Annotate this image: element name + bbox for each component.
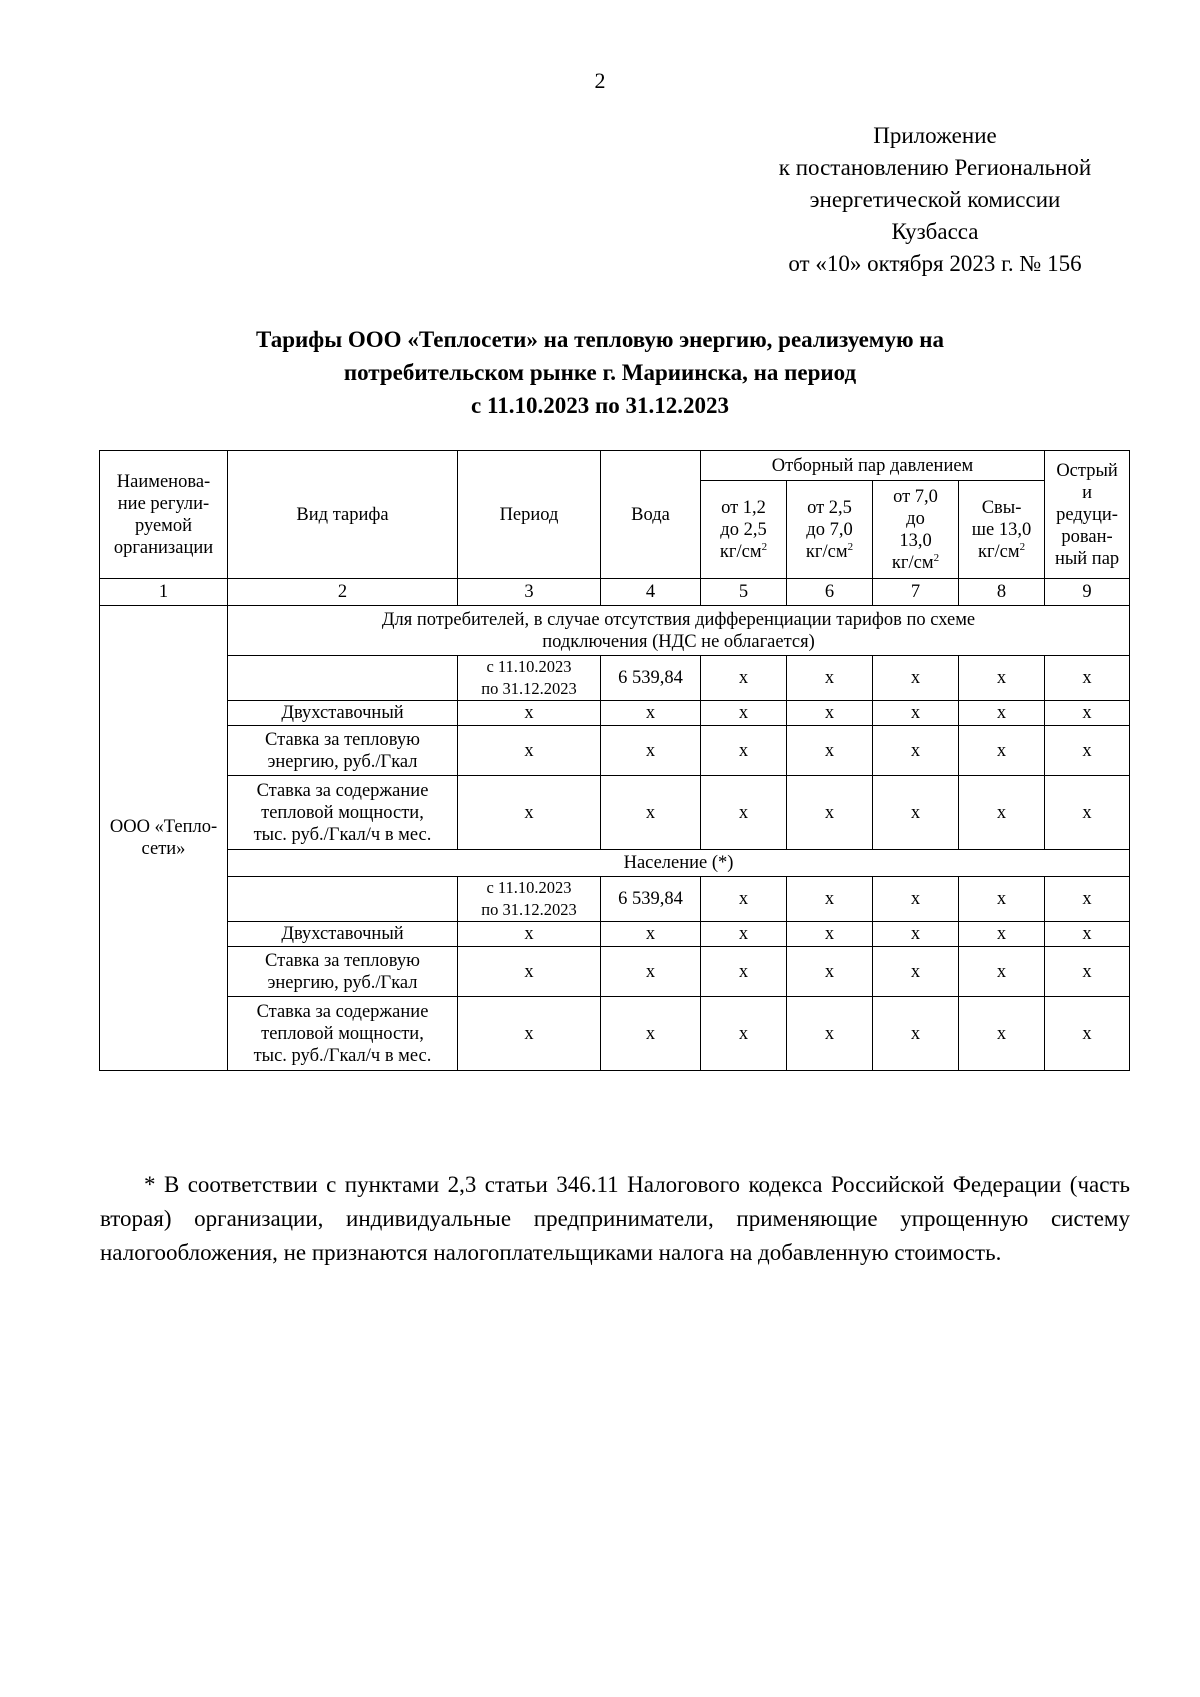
column-number: 1 <box>100 579 228 606</box>
appendix-line: от «10» октября 2023 г. № 156 <box>788 251 1082 276</box>
column-number: 4 <box>601 579 701 606</box>
water-value: 6 539,84 <box>601 656 701 701</box>
title-line: с 11.10.2023 по 31.12.2023 <box>471 393 729 418</box>
column-number: 9 <box>1045 579 1130 606</box>
tariff-type-cell: Ставка за тепловую энергию, руб./Гкал <box>228 947 458 997</box>
mark-cell: х <box>1045 701 1130 726</box>
appendix-line: к постановлению Региональной <box>778 155 1092 180</box>
mark-cell: х <box>787 997 873 1071</box>
header-period: Период <box>458 451 601 579</box>
mark-cell: х <box>601 776 701 850</box>
tariff-type-cell: Двухставочный <box>228 701 458 726</box>
mark-cell: х <box>701 877 787 922</box>
column-number: 7 <box>873 579 959 606</box>
appendix-line: энергетической комиссии <box>809 187 1061 212</box>
table-row <box>100 701 1130 726</box>
mark-cell: х <box>959 701 1045 726</box>
mark-cell: х <box>701 776 787 850</box>
mark-cell: х <box>873 656 959 701</box>
table-row <box>100 877 1130 922</box>
mark-cell: х <box>873 877 959 922</box>
mark-cell: х <box>873 776 959 850</box>
appendix-block <box>700 120 1170 280</box>
mark-cell: х <box>959 997 1045 1071</box>
mark-cell: х <box>601 947 701 997</box>
mark-cell: х <box>1045 947 1130 997</box>
mark-cell: х <box>458 701 601 726</box>
mark-cell: х <box>787 726 873 776</box>
mark-cell: х <box>873 726 959 776</box>
header-org-name: Наименова- ние регули- руемой организации <box>100 451 228 579</box>
header-steam-group: Отборный пар давлением <box>701 451 1045 481</box>
title-line: потребительском рынке г. Мариинска, на период <box>343 360 857 385</box>
tariff-type-cell <box>228 877 458 922</box>
header-water: Вода <box>601 451 701 579</box>
mark-cell: х <box>787 947 873 997</box>
table-row <box>100 947 1130 997</box>
column-number: 5 <box>701 579 787 606</box>
mark-cell: х <box>601 701 701 726</box>
tariff-type-cell <box>228 656 458 701</box>
mark-cell: х <box>787 922 873 947</box>
column-number: 8 <box>959 579 1045 606</box>
section-heading: Для потребителей, в случае отсутствия дифференциации тарифов по схеме подключения (НДС не облагается) <box>228 606 1130 656</box>
tariff-type-cell: Ставка за содержание тепловой мощности, тыс. руб./Гкал/ч в мес. <box>228 997 458 1071</box>
mark-cell: х <box>1045 922 1130 947</box>
section-heading: Население (*) <box>228 850 1130 877</box>
tariff-type-cell: Двухставочный <box>228 922 458 947</box>
mark-cell: х <box>787 877 873 922</box>
header-steam-1: от 1,2 до 2,5 $кг/см^2$ <box>701 481 787 579</box>
title-line: Тарифы ООО «Теплосети» на тепловую энергию, реализуемую на <box>255 327 945 352</box>
mark-cell: х <box>458 726 601 776</box>
mark-cell: х <box>959 726 1045 776</box>
organization-cell: ООО «Тепло- сети» <box>100 606 228 1071</box>
footnote <box>100 1168 1130 1270</box>
mark-cell: х <box>601 922 701 947</box>
mark-cell: х <box>959 656 1045 701</box>
mark-cell: х <box>1045 656 1130 701</box>
document-title <box>100 323 1100 422</box>
mark-cell: х <box>787 656 873 701</box>
mark-cell: х <box>701 701 787 726</box>
header-steam-4: Свы- ше 13,0 $кг/см^2$ <box>959 481 1045 579</box>
mark-cell: х <box>458 997 601 1071</box>
appendix-line: Приложение <box>873 123 997 148</box>
tariff-type-cell: Ставка за тепловую энергию, руб./Гкал <box>228 726 458 776</box>
tariffs-table <box>99 450 1130 1071</box>
mark-cell: х <box>959 922 1045 947</box>
mark-cell: х <box>1045 776 1130 850</box>
mark-cell: х <box>458 922 601 947</box>
tariff-type-cell: Ставка за содержание тепловой мощности, тыс. руб./Гкал/ч в мес. <box>228 776 458 850</box>
table-row <box>100 726 1130 776</box>
table-row <box>100 656 1130 701</box>
mark-cell: х <box>458 776 601 850</box>
mark-cell: х <box>959 947 1045 997</box>
mark-cell: х <box>701 997 787 1071</box>
mark-cell: х <box>601 726 701 776</box>
table-row <box>100 997 1130 1071</box>
mark-cell: х <box>701 947 787 997</box>
mark-cell: х <box>1045 877 1130 922</box>
mark-cell: х <box>701 656 787 701</box>
period-cell: с 11.10.2023 по 31.12.2023 <box>458 656 601 701</box>
mark-cell: х <box>873 947 959 997</box>
page-number: 2 <box>594 68 606 93</box>
header-steam-2: от 2,5 до 7,0 $кг/см^2$ <box>787 481 873 579</box>
mark-cell: х <box>787 701 873 726</box>
table-row <box>100 776 1130 850</box>
column-number: 3 <box>458 579 601 606</box>
appendix-line: Кузбасса <box>891 219 979 244</box>
column-numbers-row <box>100 579 1130 606</box>
mark-cell: х <box>787 776 873 850</box>
header-tariff-type: Вид тарифа <box>228 451 458 579</box>
mark-cell: х <box>701 726 787 776</box>
mark-cell: х <box>1045 726 1130 776</box>
mark-cell: х <box>873 922 959 947</box>
period-cell: с 11.10.2023 по 31.12.2023 <box>458 877 601 922</box>
water-value: 6 539,84 <box>601 877 701 922</box>
mark-cell: х <box>601 997 701 1071</box>
mark-cell: х <box>873 997 959 1071</box>
mark-cell: х <box>1045 997 1130 1071</box>
footnote-text: * В соответствии с пунктами 2,3 статьи 346.11 Налогового кодекса Российской Федерации (часть вторая) организации, индивидуальные предприниматели, применяющие упрощенную систему налогообложения, не признаются налогоплательщиками налога на добавленную стоимость. <box>100 1172 1130 1265</box>
mark-cell: х <box>873 701 959 726</box>
header-sharp-steam: Острый и редуци- рован- ный пар <box>1045 451 1130 579</box>
column-number: 6 <box>787 579 873 606</box>
mark-cell: х <box>701 922 787 947</box>
mark-cell: х <box>959 877 1045 922</box>
header-steam-3: от 7,0 до 13,0 $кг/см^2$ <box>873 481 959 579</box>
mark-cell: х <box>458 947 601 997</box>
table-row <box>100 922 1130 947</box>
column-number: 2 <box>228 579 458 606</box>
mark-cell: х <box>959 776 1045 850</box>
